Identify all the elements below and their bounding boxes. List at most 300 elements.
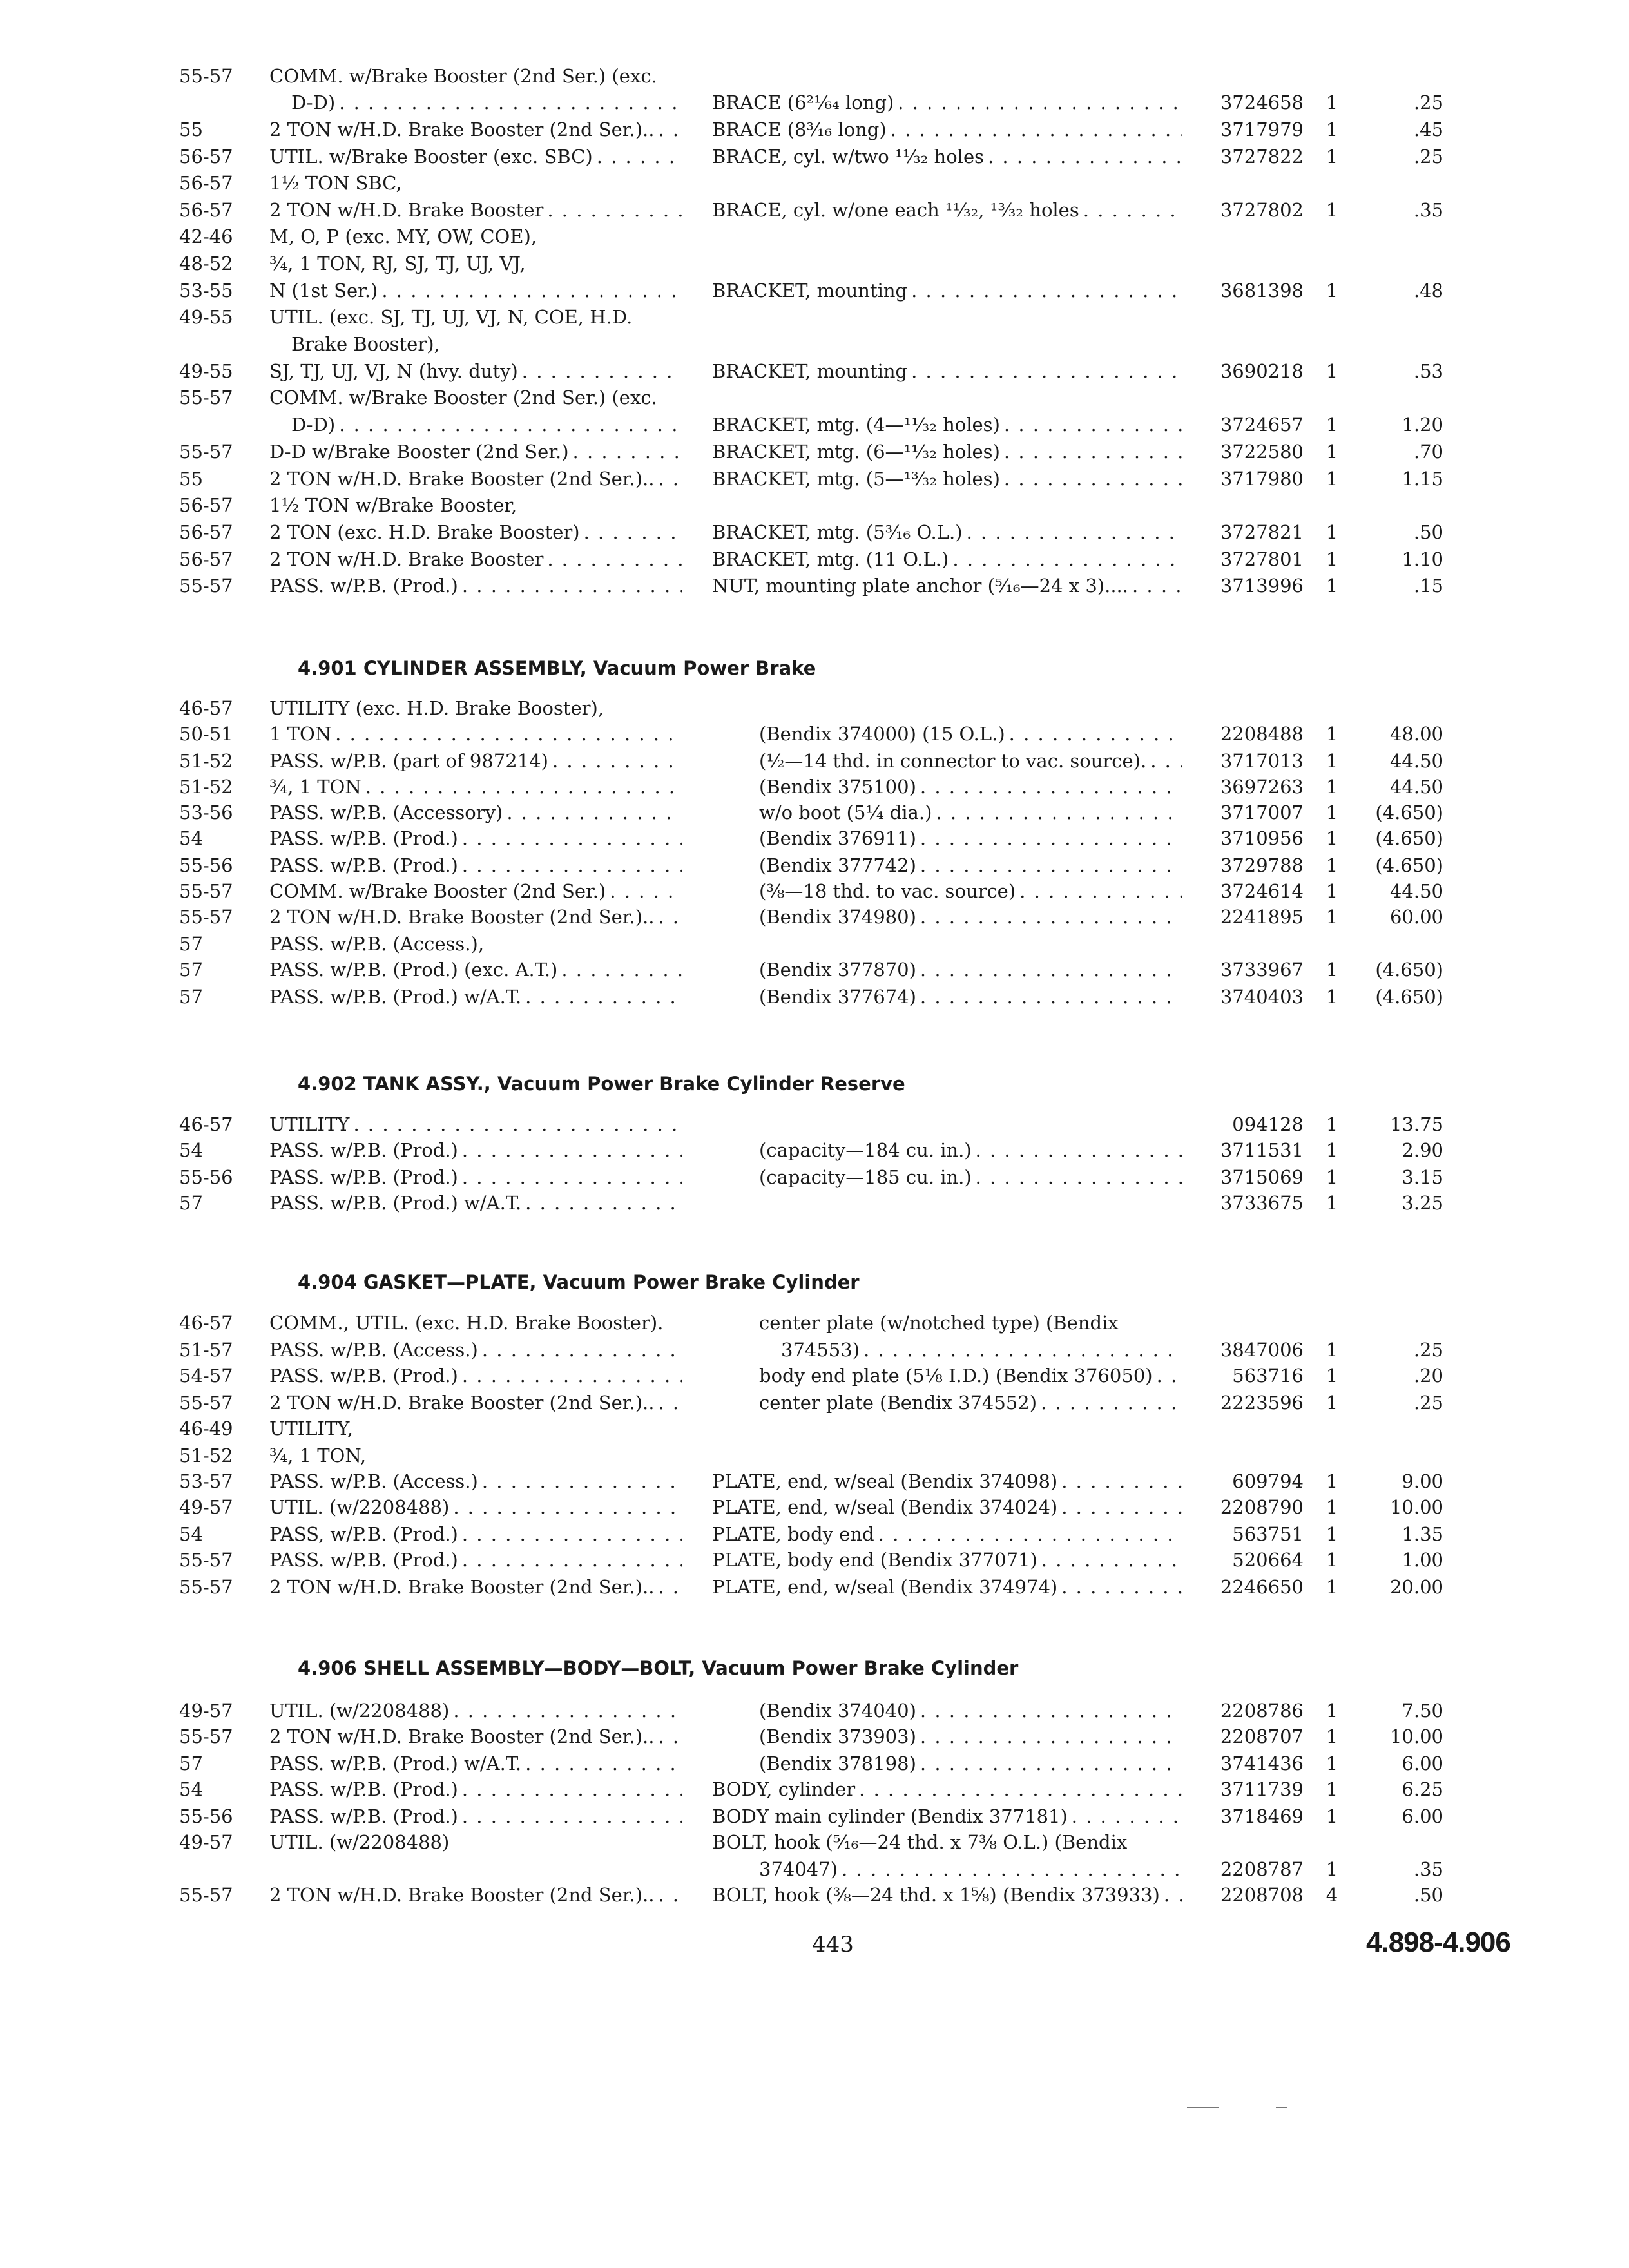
part-number: 3722580 — [1220, 441, 1304, 463]
part-number: 3717013 — [1220, 750, 1304, 772]
model-application: UTILITY, — [269, 1418, 353, 1439]
quantity: 1 — [1325, 1339, 1338, 1361]
quantity: 1 — [1325, 1470, 1338, 1492]
part-description: 374553) . . . — [781, 1336, 1182, 1363]
part-description: (Bendix 374980) . . . — [759, 903, 1182, 930]
part-description: BOLT, hook (⁵⁄₁₆—24 thd. x 7⅜ O.L.) (Bendix — [712, 1831, 1128, 1853]
part-number: 3711531 — [1220, 1139, 1304, 1161]
model-years: 57 — [179, 1753, 203, 1774]
model-application: D-D) . . . — [291, 411, 682, 438]
table-row — [0, 1442, 1629, 1469]
model-years: 53-56 — [179, 802, 233, 823]
model-years: 49-57 — [179, 1700, 233, 1722]
price: .25 — [1413, 1339, 1443, 1361]
model-application: PASS. w/P.B. (Prod.) . . . — [269, 1137, 682, 1164]
price: 3.25 — [1402, 1192, 1443, 1214]
quantity: 1 — [1325, 854, 1338, 876]
part-description: BRACE, cyl. w/two ¹¹⁄₃₂ holes . . . — [712, 143, 1182, 170]
model-years: 56-57 — [179, 494, 233, 516]
table-row — [0, 277, 1629, 304]
model-application: D-D w/Brake Booster (2nd Ser.) . . . — [269, 438, 682, 465]
part-number: 2223596 — [1220, 1392, 1304, 1414]
quantity: 1 — [1325, 1365, 1338, 1387]
model-years: 55-57 — [179, 1725, 233, 1747]
part-number: 2208708 — [1220, 1884, 1304, 1906]
table-row — [0, 773, 1629, 800]
table-row — [0, 223, 1629, 250]
quantity: 1 — [1325, 146, 1338, 168]
part-description: PLATE, body end . . . — [712, 1521, 1182, 1548]
quantity: 1 — [1325, 880, 1338, 902]
model-years: 55-57 — [179, 575, 233, 597]
model-application: PASS. w/P.B. (Prod.) . . . — [269, 572, 682, 599]
table-row — [0, 1468, 1629, 1495]
part-number: 2241895 — [1220, 906, 1304, 928]
model-years: 56-57 — [179, 172, 233, 194]
quantity: 1 — [1325, 1805, 1338, 1827]
part-number: 3717980 — [1220, 468, 1304, 490]
model-years: 55-57 — [179, 1549, 233, 1571]
model-years: 57 — [179, 1192, 203, 1214]
quantity: 1 — [1325, 1139, 1338, 1161]
model-application: PASS, w/P.B. (Prod.) . . . — [269, 1521, 682, 1548]
section-title-4901: 4.901 CYLINDER ASSEMBLY, Vacuum Power Brake — [298, 657, 816, 679]
table-row — [0, 519, 1629, 546]
quantity: 1 — [1325, 468, 1338, 490]
part-number: 2246650 — [1220, 1576, 1304, 1598]
quantity: 1 — [1325, 1113, 1338, 1135]
table-row — [0, 930, 1629, 957]
quantity: 1 — [1325, 521, 1338, 543]
quantity: 1 — [1325, 986, 1338, 1008]
price: .25 — [1413, 1392, 1443, 1414]
part-description: (capacity—184 cu. in.) . . . — [759, 1137, 1182, 1164]
part-number: 3711739 — [1220, 1778, 1304, 1800]
part-description: center plate (Bendix 374552) . . . — [759, 1389, 1182, 1416]
model-application: 2 TON w/H.D. Brake Booster . . . — [269, 546, 682, 573]
model-years: 51-52 — [179, 1445, 233, 1466]
part-description: BRACE, cyl. w/one each ¹¹⁄₃₂, ¹³⁄₃₂ holes . . . — [712, 197, 1182, 224]
table-row — [0, 89, 1629, 116]
part-number: 3713996 — [1220, 575, 1304, 597]
price: .50 — [1413, 521, 1443, 543]
part-description: BOLT, hook (⅜—24 thd. x 1⅝) (Bendix 373933) . . . — [712, 1881, 1182, 1908]
price: 1.20 — [1402, 414, 1443, 436]
part-number: 3690218 — [1220, 360, 1304, 382]
table-row — [0, 1389, 1629, 1416]
table-row — [0, 1137, 1629, 1164]
price: .48 — [1413, 280, 1443, 302]
table-row — [0, 1723, 1629, 1750]
table-row — [0, 1189, 1629, 1216]
model-application: PASS. w/P.B. (Prod.) w/A.T. . . . — [269, 983, 682, 1010]
part-number: 2208787 — [1220, 1858, 1304, 1880]
price: .15 — [1413, 575, 1443, 597]
table-row — [0, 1856, 1629, 1883]
table-row — [0, 1362, 1629, 1389]
part-number: 3697263 — [1220, 776, 1304, 798]
section-title-4902: 4.902 TANK ASSY., Vacuum Power Brake Cylinder Reserve — [298, 1073, 905, 1095]
model-years: 55 — [179, 468, 203, 490]
table-row — [0, 1111, 1629, 1138]
model-application: PASS. w/P.B. (part of 987214) . . . — [269, 747, 682, 774]
model-application: 2 TON w/H.D. Brake Booster (2nd Ser.).. . . . — [269, 1389, 682, 1416]
section-range: 4.898-4.906 — [1366, 1927, 1510, 1958]
section-title-4906: 4.906 SHELL ASSEMBLY—BODY—BOLT, Vacuum Power Brake Cylinder — [298, 1657, 1019, 1679]
part-description: (capacity—185 cu. in.) . . . — [759, 1164, 1182, 1191]
quantity: 1 — [1325, 360, 1338, 382]
table-row — [0, 116, 1629, 143]
table-row — [0, 878, 1629, 905]
part-description: body end plate (5⅛ I.D.) (Bendix 376050) . . . — [759, 1362, 1182, 1389]
model-application: PASS. w/P.B. (Prod.) . . . — [269, 1776, 682, 1803]
part-description: 374047) . . . — [759, 1856, 1182, 1883]
model-application: 2 TON (exc. H.D. Brake Booster) . . . — [269, 519, 682, 546]
price: (4.650) — [1375, 827, 1443, 849]
model-years: 56-57 — [179, 521, 233, 543]
model-years: 54 — [179, 1139, 203, 1161]
quantity: 1 — [1325, 827, 1338, 849]
model-application: 2 TON w/H.D. Brake Booster . . . — [269, 197, 682, 224]
model-application: PASS. w/P.B. (Prod.) . . . — [269, 852, 682, 879]
price: 60.00 — [1389, 906, 1443, 928]
page-number: 443 — [812, 1932, 854, 1957]
part-number: 2208786 — [1220, 1700, 1304, 1722]
table-row — [0, 465, 1629, 492]
table-row — [0, 1546, 1629, 1573]
model-years: 55-57 — [179, 1884, 233, 1906]
model-application: M, O, P (exc. MY, OW, COE), — [269, 226, 537, 247]
model-years: 53-57 — [179, 1470, 233, 1492]
part-number: 563716 — [1232, 1365, 1304, 1387]
model-years: 55-56 — [179, 1805, 233, 1827]
table-row — [0, 384, 1629, 411]
model-years: 54 — [179, 827, 203, 849]
model-years: 55-56 — [179, 1166, 233, 1188]
quantity: 1 — [1325, 575, 1338, 597]
table-row — [0, 1750, 1629, 1777]
price: (4.650) — [1375, 854, 1443, 876]
quantity: 1 — [1325, 723, 1338, 745]
model-application: 2 TON w/H.D. Brake Booster (2nd Ser.).. . . . — [269, 903, 682, 930]
price: 2.90 — [1402, 1139, 1443, 1161]
scan-mark — [1276, 2107, 1287, 2108]
part-number: 3847006 — [1220, 1339, 1304, 1361]
quantity: 1 — [1325, 1753, 1338, 1774]
table-row — [0, 1415, 1629, 1442]
quantity: 1 — [1325, 199, 1338, 221]
model-years: 51-52 — [179, 750, 233, 772]
table-row — [0, 358, 1629, 385]
quantity: 1 — [1325, 750, 1338, 772]
price: 44.50 — [1389, 750, 1443, 772]
part-description: PLATE, end, w/seal (Bendix 374098) . . . — [712, 1468, 1182, 1495]
quantity: 1 — [1325, 1700, 1338, 1722]
quantity: 1 — [1325, 119, 1338, 140]
model-years: 57 — [179, 986, 203, 1008]
model-years: 55-57 — [179, 1576, 233, 1598]
model-application: COMM. w/Brake Booster (2nd Ser.) (exc. — [269, 387, 657, 408]
table-row — [0, 1573, 1629, 1600]
table-row — [0, 1494, 1629, 1521]
part-description: (Bendix 378198) . . . — [759, 1750, 1182, 1777]
price: 48.00 — [1389, 723, 1443, 745]
part-description: center plate (w/notched type) (Bendix — [759, 1312, 1119, 1334]
model-application: COMM. w/Brake Booster (2nd Ser.) . . . — [269, 878, 682, 905]
model-application: 1½ TON SBC, — [269, 172, 402, 194]
price: .35 — [1413, 1858, 1443, 1880]
part-description: BODY main cylinder (Bendix 377181) . . . — [712, 1803, 1182, 1830]
table-row — [0, 250, 1629, 277]
model-years: 57 — [179, 933, 203, 955]
model-years: 55-57 — [179, 906, 233, 928]
quantity: 1 — [1325, 1778, 1338, 1800]
model-application: UTIL. w/Brake Booster (exc. SBC) . . . — [269, 143, 682, 170]
price: 6.00 — [1402, 1805, 1443, 1827]
part-number: 3727821 — [1220, 521, 1304, 543]
price: .20 — [1413, 1365, 1443, 1387]
model-application: 1½ TON w/Brake Booster, — [269, 494, 517, 516]
model-years: 49-55 — [179, 360, 233, 382]
model-application: 2 TON w/H.D. Brake Booster (2nd Ser.).. . . . — [269, 1573, 682, 1600]
part-number: 3717979 — [1220, 119, 1304, 140]
model-application: UTIL. (exc. SJ, TJ, UJ, VJ, N, COE, H.D. — [269, 306, 633, 328]
table-row — [0, 197, 1629, 224]
table-row — [0, 747, 1629, 774]
price: (4.650) — [1375, 802, 1443, 823]
model-years: 55 — [179, 119, 203, 140]
table-row — [0, 903, 1629, 930]
part-number: 3724614 — [1220, 880, 1304, 902]
model-years: 46-57 — [179, 697, 233, 719]
quantity: 1 — [1325, 1576, 1338, 1598]
model-years: 48-52 — [179, 253, 233, 274]
price: .25 — [1413, 91, 1443, 113]
model-application: COMM., UTIL. (exc. H.D. Brake Booster). — [269, 1312, 664, 1334]
quantity: 1 — [1325, 1192, 1338, 1214]
part-number: 3727822 — [1220, 146, 1304, 168]
model-years: 53-55 — [179, 280, 233, 302]
table-row — [0, 695, 1629, 722]
part-description: BRACKET, mtg. (5³⁄₁₆ O.L.) . . . — [712, 519, 1182, 546]
model-application: PASS. w/P.B. (Access.) . . . — [269, 1468, 682, 1495]
part-number: 609794 — [1232, 1470, 1304, 1492]
model-application: Brake Booster), — [291, 333, 440, 355]
table-row — [0, 852, 1629, 879]
model-application: UTILITY . . . — [269, 1111, 682, 1138]
model-years: 49-57 — [179, 1831, 233, 1853]
model-years: 55-57 — [179, 1392, 233, 1414]
part-description: PLATE, end, w/seal (Bendix 374024) . . . — [712, 1494, 1182, 1521]
part-description: PLATE, body end (Bendix 377071) . . . — [712, 1546, 1182, 1573]
part-description: BRACKET, mounting . . . — [712, 277, 1182, 304]
price: 1.15 — [1402, 468, 1443, 490]
part-number: 3733675 — [1220, 1192, 1304, 1214]
table-row — [0, 825, 1629, 852]
part-description: BRACE (6²¹⁄₆₄ long) . . . — [712, 89, 1182, 116]
model-years: 54-57 — [179, 1365, 233, 1387]
part-description: (½—14 thd. in connector to vac. source). . . . — [759, 747, 1182, 774]
model-years: 51-52 — [179, 776, 233, 798]
part-description: BODY, cylinder . . . — [712, 1776, 1182, 1803]
quantity: 1 — [1325, 906, 1338, 928]
price: 13.75 — [1389, 1113, 1443, 1135]
table-row — [0, 62, 1629, 90]
quantity: 1 — [1325, 1549, 1338, 1571]
model-application: UTILITY (exc. H.D. Brake Booster), — [269, 697, 604, 719]
part-number: 3681398 — [1220, 280, 1304, 302]
price: (4.650) — [1375, 959, 1443, 981]
quantity: 4 — [1325, 1884, 1338, 1906]
table-row — [0, 1881, 1629, 1908]
table-row — [0, 1697, 1629, 1724]
quantity: 1 — [1325, 91, 1338, 113]
table-row — [0, 1336, 1629, 1363]
table-row — [0, 1829, 1629, 1856]
model-application: 2 TON w/H.D. Brake Booster (2nd Ser.).. . . . — [269, 1723, 682, 1750]
price: 1.00 — [1402, 1549, 1443, 1571]
model-application: UTIL. (w/2208488) . . . — [269, 1697, 682, 1724]
model-application: PASS. w/P.B. (Accessory) . . . — [269, 799, 682, 826]
part-description: BRACE (8³⁄₁₆ long) . . . — [712, 116, 1182, 143]
table-row — [0, 956, 1629, 983]
model-years: 49-55 — [179, 306, 233, 328]
price: .45 — [1413, 119, 1443, 140]
quantity: 1 — [1325, 802, 1338, 823]
model-application: PASS. w/P.B. (Prod.) w/A.T. . . . — [269, 1189, 682, 1216]
part-description: BRACKET, mtg. (5—¹³⁄₃₂ holes) . . . — [712, 465, 1182, 492]
part-description: (Bendix 377674) . . . — [759, 983, 1182, 1010]
section-title-4904: 4.904 GASKET—PLATE, Vacuum Power Brake Cylinder — [298, 1271, 860, 1293]
quantity: 1 — [1325, 548, 1338, 570]
quantity: 1 — [1325, 280, 1338, 302]
table-row — [0, 1521, 1629, 1548]
quantity: 1 — [1325, 1858, 1338, 1880]
part-number: 2208488 — [1220, 723, 1304, 745]
model-years: 56-57 — [179, 199, 233, 221]
part-number: 3727802 — [1220, 199, 1304, 221]
model-years: 46-57 — [179, 1312, 233, 1334]
model-application: PASS. w/P.B. (Prod.) (exc. A.T.) . . . — [269, 956, 682, 983]
model-years: 49-57 — [179, 1496, 233, 1518]
model-years: 46-57 — [179, 1113, 233, 1135]
part-description: NUT, mounting plate anchor (⁵⁄₁₆—24 x 3).... . . . — [712, 572, 1182, 599]
model-years: 55-56 — [179, 854, 233, 876]
part-description: BRACKET, mtg. (11 O.L.) . . . — [712, 546, 1182, 573]
quantity: 1 — [1325, 441, 1338, 463]
part-description: (Bendix 374000) (15 O.L.) . . . — [759, 720, 1182, 747]
model-years: 56-57 — [179, 146, 233, 168]
part-description: (Bendix 376911) . . . — [759, 825, 1182, 852]
table-row — [0, 1309, 1629, 1336]
model-application: PASS. w/P.B. (Access.) . . . — [269, 1336, 682, 1363]
model-application: COMM. w/Brake Booster (2nd Ser.) (exc. — [269, 65, 657, 87]
table-row — [0, 572, 1629, 599]
part-number: 3724658 — [1220, 91, 1304, 113]
part-description: (Bendix 374040) . . . — [759, 1697, 1182, 1724]
part-number: 3733967 — [1220, 959, 1304, 981]
model-application: 2 TON w/H.D. Brake Booster (2nd Ser.).. . . . — [269, 465, 682, 492]
price: 1.10 — [1402, 548, 1443, 570]
part-description: BRACKET, mtg. (4—¹¹⁄₃₂ holes) . . . — [712, 411, 1182, 438]
price: 44.50 — [1389, 776, 1443, 798]
price: 6.00 — [1402, 1753, 1443, 1774]
table-row — [0, 169, 1629, 197]
model-years: 50-51 — [179, 723, 233, 745]
table-row — [0, 438, 1629, 465]
part-description: (Bendix 373903) . . . — [759, 1723, 1182, 1750]
model-years: 51-57 — [179, 1339, 233, 1361]
model-application: PASS. w/P.B. (Prod.) w/A.T. . . . — [269, 1750, 682, 1777]
model-application: PASS. w/P.B. (Prod.) . . . — [269, 1362, 682, 1389]
price: (4.650) — [1375, 986, 1443, 1008]
model-years: 57 — [179, 959, 203, 981]
table-row — [0, 303, 1629, 331]
table-row — [0, 143, 1629, 170]
part-number: 3740403 — [1220, 986, 1304, 1008]
quantity: 1 — [1325, 1166, 1338, 1188]
part-description: w/o boot (5¼ dia.) . . . — [759, 799, 1182, 826]
part-number: 094128 — [1232, 1113, 1304, 1135]
part-description: (Bendix 375100) . . . — [759, 773, 1182, 800]
model-application: D-D) . . . — [291, 89, 682, 116]
price: 10.00 — [1389, 1496, 1443, 1518]
table-row — [0, 546, 1629, 573]
price: 9.00 — [1402, 1470, 1443, 1492]
part-number: 563751 — [1232, 1523, 1304, 1545]
part-description: (Bendix 377742) . . . — [759, 852, 1182, 879]
table-row — [0, 492, 1629, 519]
model-application: ¾, 1 TON, — [269, 1445, 367, 1466]
table-row — [0, 1776, 1629, 1803]
part-number: 3715069 — [1220, 1166, 1304, 1188]
quantity: 1 — [1325, 1392, 1338, 1414]
quantity: 1 — [1325, 1523, 1338, 1545]
table-row — [0, 799, 1629, 826]
model-years: 54 — [179, 1523, 203, 1545]
price: .50 — [1413, 1884, 1443, 1906]
model-application: PASS. w/P.B. (Access.), — [269, 933, 485, 955]
part-number: 520664 — [1232, 1549, 1304, 1571]
model-application: UTIL. (w/2208488) — [269, 1831, 450, 1853]
price: 7.50 — [1402, 1700, 1443, 1722]
price: 6.25 — [1402, 1778, 1443, 1800]
quantity: 1 — [1325, 1725, 1338, 1747]
price: .53 — [1413, 360, 1443, 382]
model-application: PASS. w/P.B. (Prod.) . . . — [269, 1164, 682, 1191]
scan-mark — [1187, 2107, 1219, 2108]
table-row — [0, 720, 1629, 747]
part-description: (⅜—18 thd. to vac. source) . . . — [759, 878, 1182, 905]
part-description: BRACKET, mtg. (6—¹¹⁄₃₂ holes) . . . — [712, 438, 1182, 465]
part-number: 3729788 — [1220, 854, 1304, 876]
part-description: PLATE, end, w/seal (Bendix 374974) . . . — [712, 1573, 1182, 1600]
price: .70 — [1413, 441, 1443, 463]
part-number: 3724657 — [1220, 414, 1304, 436]
model-application: PASS. w/P.B. (Prod.) . . . — [269, 1546, 682, 1573]
price: 20.00 — [1389, 1576, 1443, 1598]
model-application: UTIL. (w/2208488) . . . — [269, 1494, 682, 1521]
part-description: BRACKET, mounting . . . — [712, 358, 1182, 385]
quantity: 1 — [1325, 1496, 1338, 1518]
model-application: 2 TON w/H.D. Brake Booster (2nd Ser.).. . . . — [269, 116, 682, 143]
price: 44.50 — [1389, 880, 1443, 902]
table-row — [0, 1164, 1629, 1191]
table-row — [0, 411, 1629, 438]
table-row — [0, 1803, 1629, 1830]
model-application: PASS. w/P.B. (Prod.) . . . — [269, 825, 682, 852]
price: 3.15 — [1402, 1166, 1443, 1188]
